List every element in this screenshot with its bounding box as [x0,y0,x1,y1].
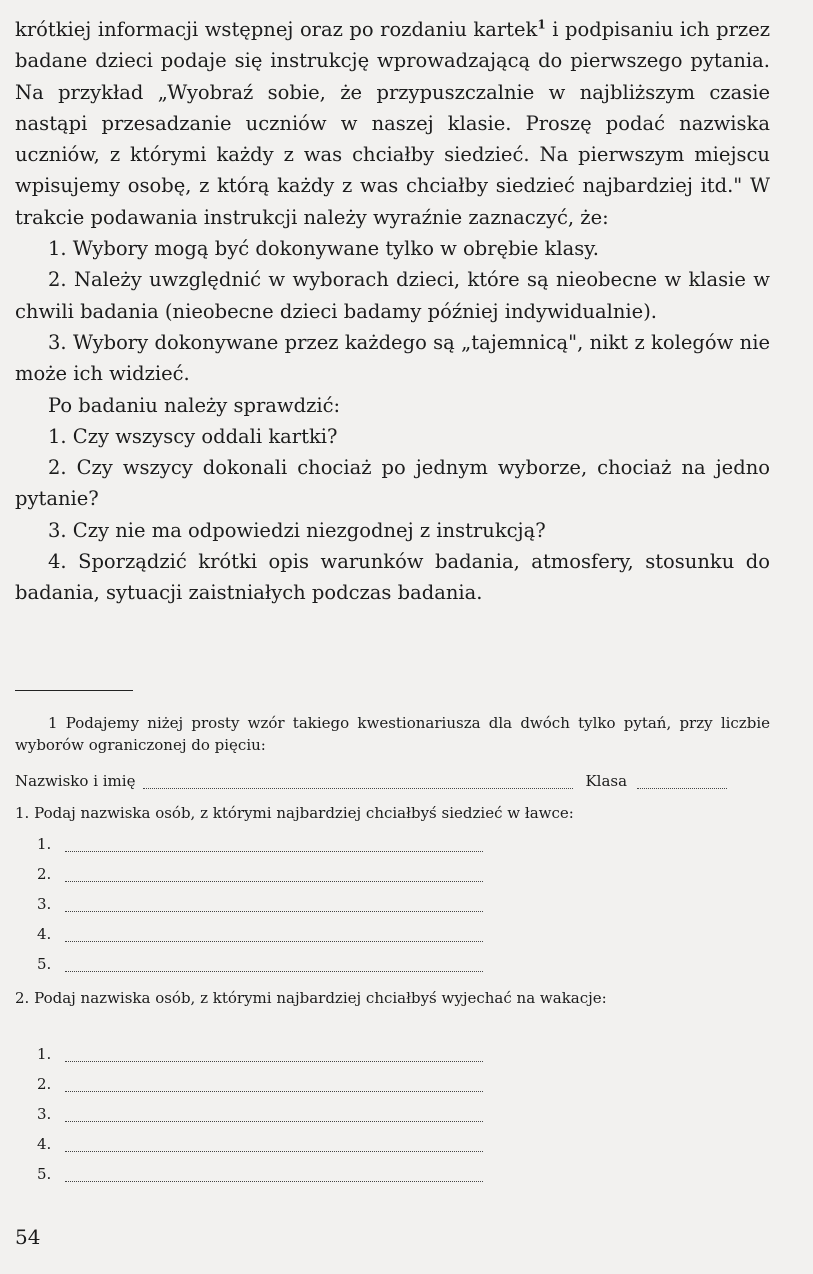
answer-dotted-line [65,1137,483,1152]
check-item: 1. Czy wszyscy oddali kartki? [48,424,338,448]
footnote-divider [15,690,133,691]
answer-dotted-line [65,957,483,972]
answer-dotted-line [65,897,483,912]
answer-number: 3. [37,895,52,913]
answer-dotted-line [65,837,483,852]
name-label: Nazwisko i imię [15,772,136,790]
answer-line [37,893,483,915]
answer-number: 1. [37,1045,52,1063]
name-dotted-line [143,774,573,789]
answer-dotted-line [65,927,483,942]
page-number: 54 [15,1225,41,1249]
answer-number: 4. [37,925,52,943]
answer-line [37,923,483,945]
answer-number: 5. [37,955,52,973]
check-intro: Po badaniu należy sprawdzić: [48,393,341,417]
answer-line [37,863,483,885]
answer-line [37,1133,483,1155]
rule-item: 2. Należy uwzględnić w wyborach dzieci, które są nieobecne w klasie w chwili badania (nieobecne dzieci badamy później indywidualnie). [15,268,770,323]
main-text [15,14,770,609]
question-2: 2. Podaj nazwiska osób, z którymi najbardziej chciałbyś wyjechać na wakacje: [15,989,607,1007]
question-1: 1. Podaj nazwiska osób, z którymi najbardziej chciałbyś siedzieć w ławce: [15,804,574,822]
answer-number: 1. [37,835,52,853]
footnote-mark: 1 [48,714,58,732]
class-label: Klasa [585,772,628,790]
answer-line [37,1163,483,1185]
rule-item: 3. Wybory dokonywane przez każdego są „tajemnicą", nikt z kolegów nie może ich widzieć. [15,330,770,386]
answer-dotted-line [65,1107,483,1122]
class-dotted-line [637,774,727,789]
footnote [15,712,770,756]
answer-number: 3. [37,1105,52,1123]
answer-line [37,1043,483,1065]
check-item: 4. Sporządzić krótki opis warunków badania, atmosfery, stosunku do badania, sytuacji zaistniałych podczas badania. [15,550,770,605]
check-item: 2. Czy wszycy dokonali chociaż po jednym wyborze, chociaż na jedno pytanie? [15,456,770,511]
footnote-reference: 1 [537,17,546,32]
form-name-row [15,770,770,792]
answer-dotted-line [65,867,483,882]
answer-number: 4. [37,1135,52,1153]
intro-paragraph [15,14,770,233]
check-item: 3. Czy nie ma odpowiedzi niezgodnej z instrukcją? [48,518,546,542]
intro-text-part-1: krótkiej informacji wstępnej oraz po rozdaniu kartek [15,18,538,41]
footnote-text [15,712,770,756]
answer-line [37,1073,483,1095]
footnote-body: Podajemy niżej prosty wzór takiego kwestionariusza dla dwóch tylko pytań, przy liczbie wyborów ograniczonej do pięciu: [15,714,770,754]
answer-number: 2. [37,865,52,883]
rule-item: 1. Wybory mogą być dokonywane tylko w obrębie klasy. [48,237,599,261]
answer-dotted-line [65,1077,483,1092]
answer-dotted-line [65,1167,483,1182]
answer-number: 5. [37,1165,52,1183]
answer-line [37,1103,483,1125]
answer-number: 2. [37,1075,52,1093]
answer-line [37,953,483,975]
answer-line [37,833,483,855]
answer-dotted-line [65,1047,483,1062]
intro-text-part-2: i podpisaniu ich przez badane dzieci podaje się instrukcję wprowadzającą do pierwszego pytania. Na przykład „Wyobraź sobie, że przypuszczalnie w najbliższym czasie nastąpi przesadzanie uczniów w naszej klasie. Proszę podać nazwiska uczniów, z którymi każdy z was chciałby siedzieć. Na pierwszym miejscu wpisujemy osobę, z którą każdy z was chciałby siedzieć najbardziej itd." W trakcie podawania instrukcji należy wyraźnie zaznaczyć, że: [15,18,771,229]
